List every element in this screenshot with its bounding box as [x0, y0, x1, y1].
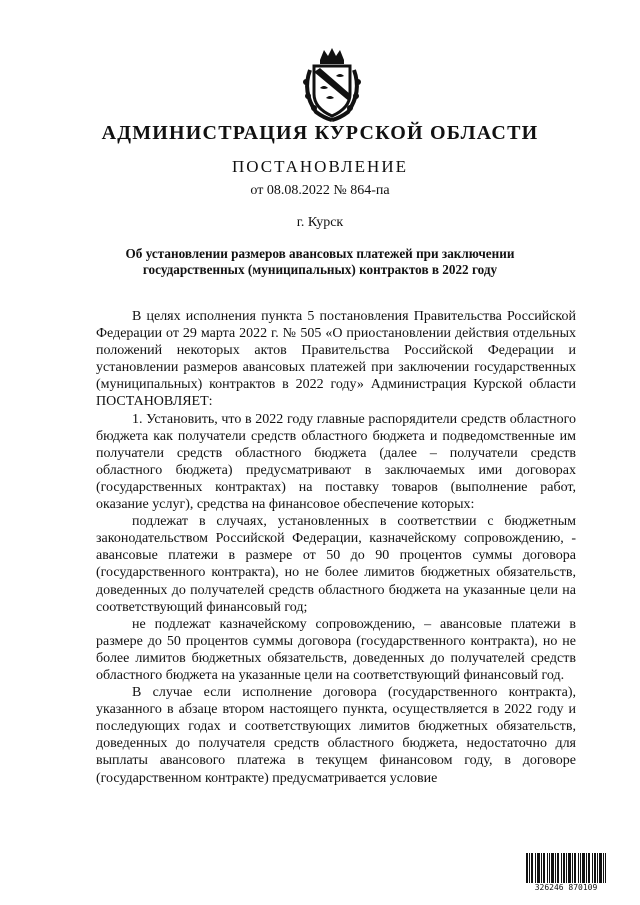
- body-paragraph-multiyear: В случае если исполнение договора (государственного контракта), указанного в абзаце втором настоящего пункта, осуществляется в 2022 году и последующих годах и соответствующих лимитов бюджетных обязательств, доведенных до получателя средств областного бюджета, недостаточно для выплаты авансового платежа в текущем финансовом году, в договоре (государственном контракте) предусматривается условие: [96, 685, 576, 786]
- barcode-bars: [526, 853, 606, 883]
- document-subject: [100, 246, 540, 278]
- document-city: г. Курск: [296, 215, 344, 230]
- body-paragraph-1: 1. Установить, что в 2022 году главные распорядители средств областного бюджета как получатели средств областного бюджета и подведомственные им получатели средств областного бюджета (далее – получатели средств областного бюджета) предусматривают в заключаемых ими договорах (государственных контрактах) на поставку товаров (выполнение работ, оказание услуг), средства на финансовое обеспечение которых:: [96, 411, 576, 513]
- document-type: ПОСТАНОВЛЕНИЕ: [231, 157, 408, 176]
- barcode-number: 326246 870109: [534, 883, 598, 892]
- coat-of-arms-emblem: [296, 46, 368, 122]
- document-date-number: от 08.08.2022 № 864-па: [250, 183, 390, 198]
- body-paragraph-not-escorted: не подлежат казначейскому сопровождению, – авансовые платежи в размере до 50 процентов суммы договора (государственного контракта), но не более лимитов бюджетных обязательств, доведенных до получателей средств областного бюджета на указанные цели на соответствующий финансовый год.: [96, 616, 576, 683]
- body-paragraph-escorted: подлежат в случаях, установленных в соответствии с бюджетным законодательством Российской Федерации, казначейскому сопровождению, - авансовые платежи в размере от 50 до 90 процентов суммы договора (государственного контракта), но не более лимитов бюджетных обязательств, доведенных до получателей средств областного бюджета на указанные цели на соответствующий финансовый год;: [96, 514, 576, 615]
- subject-line-2: государственных (муниципальных) контрактов в 2022 году: [142, 262, 498, 277]
- organization-title: АДМИНИСТРАЦИЯ КУРСКОЙ ОБЛАСТИ: [101, 122, 539, 144]
- body-paragraph-preamble: В целях исполнения пункта 5 постановления Правительства Российской Федерации от 29 марта 2022 г. № 505 «О приостановлении действия отдельных положений некоторых актов Правительства Российской Федерации и установлении размеров авансовых платежей при заключении государственных (муниципальных) контрактов в 2022 году» Администрация Курской области ПОСТАНОВЛЯЕТ:: [96, 309, 576, 410]
- barcode: [526, 853, 606, 893]
- document-body: [96, 308, 576, 787]
- subject-line-1: Об установлении размеров авансовых платежей при заключении: [125, 246, 515, 261]
